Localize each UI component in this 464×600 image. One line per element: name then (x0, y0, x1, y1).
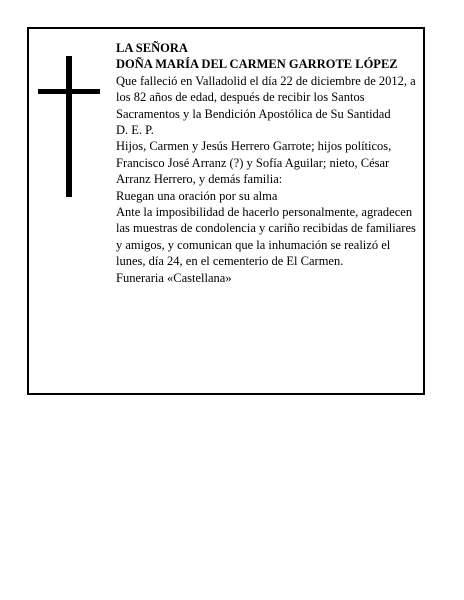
notice-title-line1: LA SEÑORA (116, 41, 188, 55)
thanks-text: Ante la imposibilidad de hacerlo personalmente, agradecen las muestras de condolencia y cariño recibidas de familiares y amigos, y comunican que la inhumación se realizó el lunes, día 24, en el cementerio de El Carmen. (116, 205, 416, 269)
funeral-home: Funeraria «Castellana» (116, 270, 232, 285)
latin-cross-icon (38, 56, 102, 197)
family-list: Hijos, Carmen y Jesús Herrero Garrote; hijos políticos, Francisco José Arranz (?) y Sofía Aguilar; nieto, César Arranz Herrero, y demás familia: (116, 139, 392, 187)
prayer-request: Ruegan una oración por su alma (116, 188, 278, 203)
rip-text: D. E. P. (116, 123, 154, 138)
cross-vertical-bar (66, 56, 72, 197)
notice-text (116, 40, 416, 286)
obituary-notice (27, 27, 425, 395)
deceased-name: DOÑA MARÍA DEL CARMEN GARROTE LÓPEZ (116, 57, 398, 72)
cross-horizontal-bar (38, 89, 100, 94)
death-info: Que falleció en Valladolid el día 22 de diciembre de 2012, a los 82 años de edad, después de recibir los Santos Sacramentos y la Bendición Apostólica de Su Santidad (116, 73, 416, 121)
